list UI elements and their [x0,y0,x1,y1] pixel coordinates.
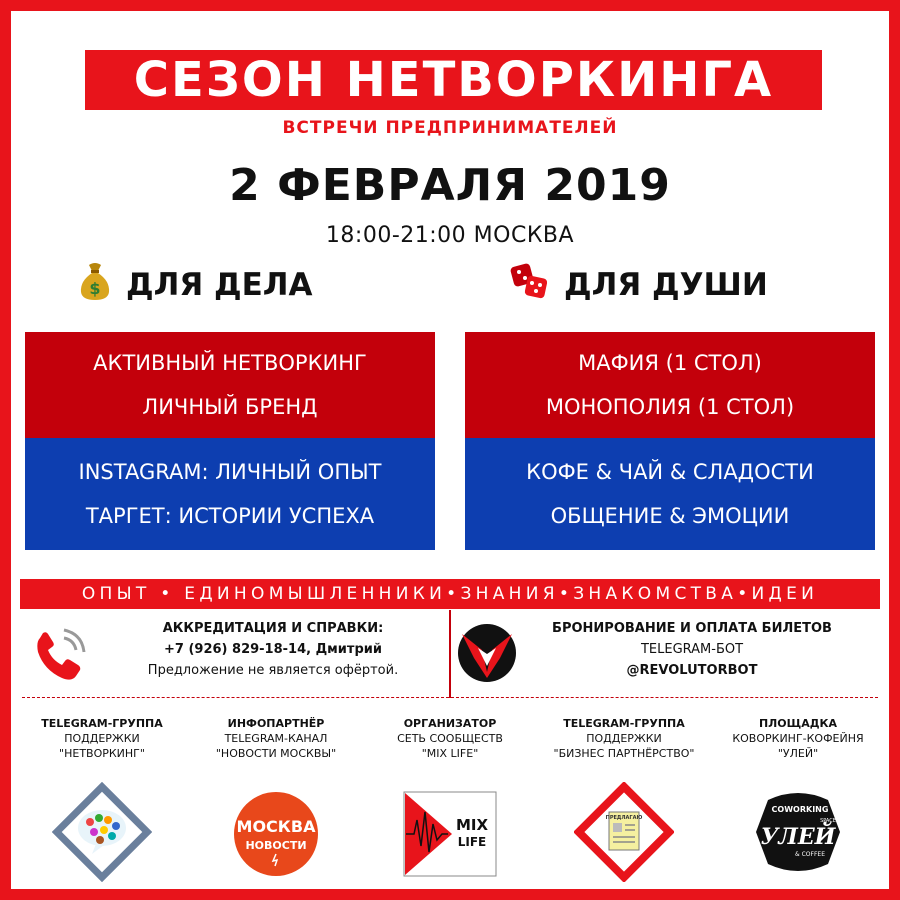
logo-text: НОВОСТИ [245,839,307,852]
soul-program-box [465,332,875,550]
partner-role: TELEGRAM-ГРУППА [563,717,685,730]
accreditation-contact [28,618,448,694]
dashed-divider [22,697,878,698]
event-date: 2 ФЕВРАЛЯ 2019 [229,160,671,211]
business-partnership-logo[interactable] [574,782,674,882]
booking-bot-label: TELEGRAM-БОТ [640,642,744,657]
mix-life-logo[interactable] [400,782,500,882]
program-item: ТАРГЕТ: ИСТОРИИ УСПЕХА [85,504,375,528]
partner-name: "НОВОСТИ МОСКВЫ" [215,747,337,760]
partner-mix-life [363,716,537,886]
soul-blue-block [465,438,875,550]
soul-red-block [465,332,875,438]
column-heading-text: ДЛЯ ДУШИ [564,267,768,303]
logo-text: ПРЕДЛАГАЮ [605,815,643,821]
logo-text: МОСКВА [236,817,316,836]
subtitle: ВСТРЕЧИ ПРЕДПРИНИМАТЕЛЕЙ [282,118,618,138]
contact-divider [449,610,451,698]
uley-coworking-logo[interactable] [748,782,848,882]
values-ribbon: ОПЫТ • ЕДИНОМЫШЛЕННИКИ•ЗНАНИЯ•ЗНАКОМСТВА•ИДЕИ [20,579,880,609]
main-title: СЕЗОН НЕТВОРКИНГА [85,50,822,110]
booking-contact [452,618,882,694]
contact-phone[interactable]: +7 (926) 829-18-14, Дмитрий [164,642,382,657]
accreditation-heading: АККРЕДИТАЦИЯ И СПРАВКИ: [162,621,384,636]
phone-icon [28,624,90,686]
logo-text: LIFE [457,835,487,849]
program-item: МОНОПОЛИЯ (1 СТОЛ) [545,395,795,419]
moscow-news-logo[interactable] [226,782,326,882]
networking-group-logo[interactable] [52,782,152,882]
logo-text: COWORKING [771,805,829,814]
column-heading-soul [510,265,768,305]
partner-name: "БИЗНЕС ПАРТНЁРСТВО" [553,747,695,760]
partner-name: "MIX LIFE" [421,747,479,760]
logo-text: SPACE [820,818,836,824]
event-time-place: 18:00-21:00 МОСКВА [325,223,575,248]
business-program-box [25,332,435,550]
partner-line: КОВОРКИНГ-КОФЕЙНЯ [732,732,864,745]
program-item: АКТИВНЫЙ НЕТВОРКИНГ [93,351,367,375]
program-item: МАФИЯ (1 СТОЛ) [578,351,762,375]
column-heading-text: ДЛЯ ДЕЛА [126,267,313,303]
partner-role: ИНФОПАРТНЁР [227,717,325,730]
partner-line: СЕТЬ СООБЩЕСТВ [397,732,503,745]
partner-line: TELEGRAM-КАНАЛ [224,732,328,745]
logo-text: УЛЕЙ [760,824,836,850]
program-item: INSTAGRAM: ЛИЧНЫЙ ОПЫТ [78,460,382,484]
partner-line: ПОДДЕРЖКИ [586,732,662,745]
logo-text: MIX [455,816,489,834]
business-blue-block [25,438,435,550]
partner-moscow-news [189,716,363,886]
booking-bot-handle[interactable]: @REVOLUTORBOT [626,663,758,678]
partner-networking-group [15,716,189,886]
svg-text:$: $ [89,279,101,298]
partner-uley-coworking [711,716,885,886]
program-item: ЛИЧНЫЙ БРЕНД [142,395,318,419]
column-heading-business [78,265,313,305]
partners-row [15,716,885,886]
program-item: ОБЩЕНИЕ & ЭМОЦИИ [550,504,790,528]
partner-line: ПОДДЕРЖКИ [64,732,140,745]
dice-icon [510,261,550,309]
partner-role: TELEGRAM-ГРУППА [41,717,163,730]
money-bag-icon [78,261,112,309]
program-item: КОФЕ & ЧАЙ & СЛАДОСТИ [526,460,814,484]
booking-heading: БРОНИРОВАНИЕ И ОПЛАТА БИЛЕТОВ [552,621,832,636]
revolut-bot-logo-icon [456,622,518,684]
partner-name: "УЛЕЙ" [777,747,819,760]
partner-role: ОРГАНИЗАТОР [403,717,497,730]
logo-text: & COFFEE [795,851,825,858]
partner-business-partnership [537,716,711,886]
offer-note: Предложение не является офёртой. [147,663,399,678]
partner-role: ПЛОЩАДКА [758,717,838,730]
business-red-block [25,332,435,438]
partner-name: "НЕТВОРКИНГ" [59,747,145,760]
